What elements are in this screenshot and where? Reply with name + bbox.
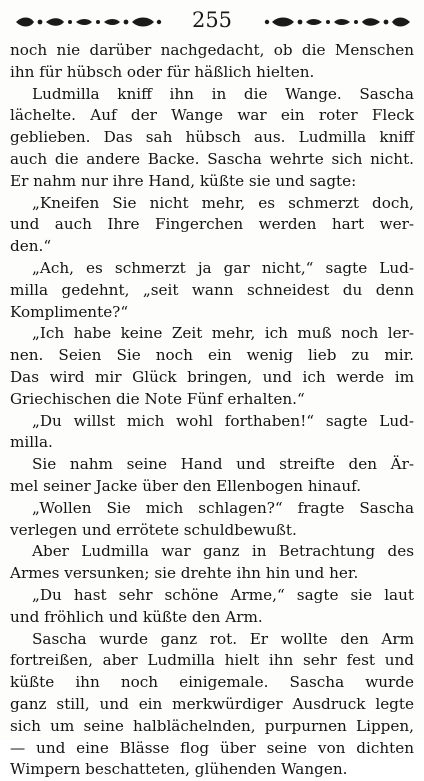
text-line: nen. Seien Sie noch ein wenig lieb zu mir. <box>10 346 414 365</box>
text-line: Griechischen die Note Fünf erhalten.“ <box>10 389 305 408</box>
text-line: Er nahm nur ihre Hand, küßte sie und sagte: <box>10 171 357 190</box>
text-line: Komplimente?“ <box>10 302 129 321</box>
text-line: mel seiner Jacke über den Ellenbogen hinauf. <box>10 476 362 495</box>
text-line: sich um seine halblächelnden, purpurnen Lippen, <box>10 716 414 735</box>
text-line: „Ach, es schmerzt ja gar nicht,“ sagte Lud- <box>32 258 414 277</box>
page-number: 255 <box>191 8 233 32</box>
text-line: und fröhlich und küßte den Arm. <box>10 607 263 626</box>
text-line: „Ich habe keine Zeit mehr, ich muß noch ler- <box>32 324 414 343</box>
text-line: ihn für hübsch oder für häßlich hielten. <box>10 62 315 81</box>
text-line: Wimpern beschatteten, glühenden Wangen. <box>10 760 348 779</box>
left-ornament-icon <box>14 16 164 28</box>
text-line: milla. <box>10 433 53 452</box>
text-line: den.“ <box>10 237 52 256</box>
text-line: — und eine Blässe flog über seine von dichten <box>10 738 414 757</box>
text-line: Aber Ludmilla war ganz in Betrachtung des <box>32 542 414 561</box>
text-line: Armes versunken; sie drehte ihn hin und her. <box>10 564 359 583</box>
text-line: ganz still, und ein merkwürdiger Ausdruck legte <box>10 694 414 713</box>
text-line: Das wird mir Glück bringen, und ich werde im <box>10 367 414 386</box>
text-line: küßte ihn noch einigemale. Sascha wurde <box>10 673 414 692</box>
text-line: „Kneifen Sie nicht mehr, es schmerzt doch, <box>32 193 414 212</box>
right-ornament-icon <box>262 16 412 28</box>
text-line: fortreißen, aber Ludmilla hielt ihn sehr fest und <box>10 651 414 670</box>
text-line: geblieben. Das sah hübsch aus. Ludmilla kniff <box>10 128 414 147</box>
text-line: „Du hast sehr schöne Arme,“ sagte sie laut <box>32 585 414 604</box>
text-line: Ludmilla kniff ihn in die Wange. Sascha <box>32 84 414 103</box>
body-text <box>10 40 414 781</box>
text-line: Sascha wurde ganz rot. Er wollte den Arm <box>32 629 414 648</box>
text-line: milla gedehnt, „seit wann schneidest du denn <box>10 280 414 299</box>
text-line: noch nie darüber nachgedacht, ob die Menschen <box>10 41 414 59</box>
text-line: „Wollen Sie mich schlagen?“ fragte Sascha <box>32 498 414 517</box>
text-line: auch die andere Backe. Sascha wehrte sich nicht. <box>10 149 414 168</box>
text-line: Sie nahm seine Hand und streifte den Är- <box>32 455 414 474</box>
text-line: und auch Ihre Fingerchen werden hart wer- <box>10 215 414 234</box>
text-line: lächelte. Auf der Wange war ein roter Fleck <box>10 106 414 125</box>
text-line: „Du willst mich wohl forthaben!“ sagte Lud- <box>32 411 414 430</box>
text-line: verlegen und errötete schuldbewußt. <box>10 520 297 539</box>
page-header <box>0 6 424 32</box>
